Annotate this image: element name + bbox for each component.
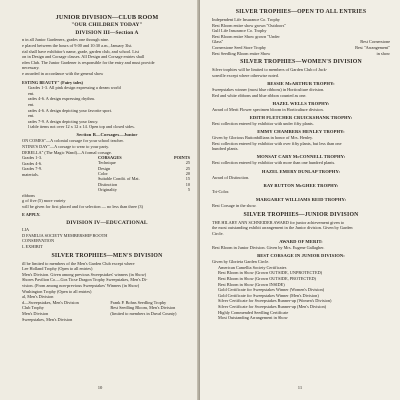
- mens-line: Men's Division. Given among previous Sweepstakes' winners (in Show): [22, 271, 147, 277]
- points-cell: 15: [185, 176, 190, 182]
- beauty-line: rades 4-6. A design depicting your favorite sport.: [28, 107, 113, 113]
- certificate-item: Best Bloom in Show (Grown OUTSIDE, PROTECTED): [218, 275, 316, 281]
- trophy-description: Best Corsage in the show.: [212, 203, 257, 209]
- open-entry-right: Best "Arrangement": [355, 44, 390, 50]
- certificate-item: Gold Certificate for Sweepstakes Winner (Women's Division): [218, 287, 325, 293]
- intro-line: rden Club. The Junior Gardener is responsible for the entry and must provide: [22, 59, 155, 65]
- junior-intro-line: the most outstanding exhibit arrangement in the Junior division. Given by Garden: [212, 225, 353, 231]
- open-entry-left: Independent Life Insurance Co. Trophy: [212, 17, 280, 22]
- division-iv-line: CONSERVATION: [22, 238, 55, 244]
- trophy-name: RAY BUTTON McGHEE TROPHY:: [263, 182, 339, 188]
- trophy-description: Best collection entered by exhibitor with under fifty plants.: [212, 120, 314, 126]
- mens-division-banner: SILVER TROPHIES—MEN'S DIVISION: [51, 252, 163, 259]
- mens-right-line: (limited to members in Duval County): [110, 310, 177, 316]
- certificate-item: Most Outstanding Arrangement in Show: [218, 315, 288, 321]
- mens-division-lines: [22, 261, 192, 300]
- beauty-line: Grades 1-3. All pink design expressing a dream world: [28, 85, 121, 91]
- intro-line: rial shall have exhibitor's name, grade, garden club, and school. List: [22, 48, 139, 54]
- intro-line: necessary.: [22, 65, 40, 71]
- corsage-intro-line: DERELLA" (The Magic Wand)—A formal corsage.: [22, 149, 112, 155]
- certificate-item: American Camellia Society Certificates: [218, 264, 287, 270]
- womens-trophy-list: [212, 81, 390, 209]
- right-page-number: 11: [297, 385, 303, 390]
- beauty-line: rades 4-6. A design expressing rhythm.: [28, 96, 95, 102]
- points-cell: 20: [185, 171, 190, 177]
- trophy-description: Given by Glorious Buttonbillians in honor of Mrs. Henley.: [212, 135, 313, 141]
- trophy-description: Sweepstakes winner (most blue ribbons) in Horticulture division.: [212, 86, 325, 92]
- beauty-classes: [22, 85, 192, 130]
- ribbon-line: ribbons: [22, 192, 35, 198]
- open-entry-right: in show: [376, 50, 390, 56]
- mens-right-line: Best Seedling Bloom, Men's Division: [110, 305, 176, 311]
- womens-division-banner: SILVER TROPHIES—WOMEN'S DIVISION: [240, 59, 362, 66]
- open-entry-left: Best Seedling Bloom entire Show: [212, 50, 271, 56]
- division-iv-line: LIA: [22, 227, 30, 233]
- corsage-block: [22, 155, 192, 192]
- junior-division-title: JUNIOR DIVISION—CLUB ROOM: [55, 13, 159, 21]
- corsage-grade-line: Grades 4-6.: [22, 160, 43, 166]
- beauty-heading: ESTING BEAUTY" (Fairy tales): [22, 79, 83, 85]
- certificate-item: Silver Certificate for Sweepstakes Runner-up (Men's Division): [218, 303, 327, 309]
- certificate-item: Silver Certificate for Sweepstakes Runner-up (Women's Division): [218, 298, 332, 304]
- ribbon-lines: [22, 193, 192, 210]
- intro-line: e awarded in accordance with the general show: [22, 70, 104, 76]
- certificate-item: Best Bloom in Show (Grown INSIDE): [218, 281, 285, 287]
- theme-title: "OUR CHILDREN TODAY": [71, 22, 143, 29]
- trophy-description: Best collection entered by exhibitor with more than one hundred plants.: [212, 160, 336, 166]
- corsage-header-left: CORSAGES: [98, 155, 122, 161]
- division-section-title: DIVISION III—Section A: [75, 29, 139, 36]
- trophy-name: BESSIE McARTHUR TROPHY:: [267, 80, 335, 86]
- left-page-number: 10: [97, 385, 103, 390]
- open-entry-right: Best Cornerstone: [360, 39, 390, 45]
- criterion-cell: Color: [98, 171, 108, 177]
- open-entry-left: Gulf Life Insurance Co. Trophy: [212, 28, 267, 34]
- trophy-description: hundred plants.: [212, 146, 239, 152]
- womens-intro-line: Silver trophies will be limited to members of Garden Club of Jack-: [212, 67, 328, 73]
- section-b-title: Section B—Corsages—Junior: [76, 132, 138, 138]
- beauty-line: ent.: [28, 113, 35, 119]
- open-entry-left: Glass": [212, 39, 224, 45]
- beauty-line: rades 7-9. A design depicting your fancy.: [28, 118, 99, 124]
- trophy-description: Red and white ribbons and blue ribbon counted as one.: [212, 92, 307, 98]
- corsage-grade-line: materials.: [22, 172, 39, 178]
- intro-paragraph: [22, 37, 192, 76]
- mens-line: Lee Holland Trophy (Open to all entries): [22, 266, 93, 272]
- mens-left-line: Club Trophy: [22, 305, 44, 311]
- corsage-points-table: [98, 155, 190, 192]
- points-cell: 5: [187, 187, 190, 193]
- trophy-description: Award of Merit Flower specimen bloom in Horticulture division.: [212, 106, 324, 112]
- mens-trophy-columns: [22, 300, 192, 322]
- apply-line: E APPLY.: [22, 212, 41, 218]
- beauty-line: ent.: [28, 101, 35, 107]
- junior-intro: [212, 220, 390, 237]
- junior-division-banner: SILVER TROPHIES—JUNIOR DIVISION: [243, 211, 359, 218]
- mens-line: vision. (From among non-previous Sweepstakes' Winners (in Show): [22, 283, 140, 288]
- criterion-cell: Suitable Condit. of Mat.: [98, 176, 140, 182]
- open-entries-trophies: [212, 17, 390, 56]
- corsage-table-row: [98, 187, 190, 192]
- right-page: [200, 0, 400, 400]
- womens-intro: [212, 67, 390, 78]
- mens-right-line: Frank P. Bohns Seedling Trophy: [110, 299, 167, 305]
- award-of-merit-heading: AWARD OF MERIT:: [279, 239, 323, 244]
- certificate-list: [212, 265, 390, 321]
- intro-line: e placed between the hours of 9:00 and 10:30 a.m., January 3lst.: [22, 42, 133, 48]
- open-entry-left: Best Bloom entire show grown "Outdoors": [212, 22, 287, 28]
- trophy-name: MARGARET WILLIAMS REID TROPHY:: [255, 197, 347, 203]
- division-iv-line: D FAMILIA SOCIETY MEMBERSHIP BOOTH: [22, 232, 108, 238]
- mens-line: Washington Trophy (Open to all entries): [22, 288, 92, 294]
- criterion-cell: Technique: [98, 160, 116, 166]
- division-iv-line: L EXHIBIT: [22, 244, 43, 250]
- certificate-item: Best Bloom in Show (Grown OUTSIDE, UNPROTECTED): [218, 270, 323, 276]
- trophy-description: Tri-Color.: [212, 188, 230, 194]
- points-cell: 10: [185, 181, 190, 187]
- junior-intro-line: Circle.: [212, 230, 224, 236]
- criterion-cell: Originality: [98, 187, 117, 193]
- mens-line: Shores Pavilion Co.—Gos Ticse Dragon Trophy Sweepstakes, Men's Di-: [22, 277, 148, 283]
- intro-line: n in all Junior Gardeners, grades one through nine.: [22, 37, 110, 43]
- corsage-grades: [22, 155, 92, 177]
- criterion-cell: Distinction: [98, 181, 118, 187]
- beauty-line: ent.: [28, 90, 35, 96]
- corsage-grade-line: Grades 7-9.: [22, 166, 43, 172]
- mens-right-column: [110, 300, 192, 322]
- trophy-name: MONSAT CARY McCONNELL TROPHY:: [256, 154, 346, 160]
- criterion-cell: Design: [98, 165, 111, 171]
- womens-intro-line: sonville except where otherwise noted.: [212, 72, 279, 78]
- corsage-grade-line: Grades 1-3.: [22, 155, 43, 161]
- points-cell: 25: [185, 160, 190, 166]
- award-of-merit-line: Best Bloom in Junior Division. Given by Mrs. Eugene Gallagher.: [212, 245, 325, 250]
- open-entry-left: Cornerstone Seed Store Trophy: [212, 44, 267, 50]
- junior-intro-line: THE HILARY ANN SCHNEIDER AWARD for junior achievement given to: [212, 219, 345, 225]
- division-iv-title: DIVISION IV—EDUCATIONAL: [66, 219, 148, 226]
- open-entry-row: [212, 51, 390, 57]
- best-corsage-heading: BEST CORSAGE IN JUNIOR DIVISION:: [257, 253, 345, 259]
- corsage-table-rows: [98, 160, 190, 192]
- mens-left-line: d—Sweepstakes, Men's Division: [22, 299, 79, 305]
- trophy-description: Award of Distinction.: [212, 174, 250, 180]
- open-entry-left: Best Bloom entire Show grown "Under: [212, 33, 280, 39]
- corsage-intro-line: NTINE'S DAY"—A corsage to wear to your party.: [22, 144, 110, 150]
- division-iv-lines: [22, 227, 192, 249]
- beauty-line: l table items not over 12 x 12 x 14. Open top and closed sides.: [28, 124, 135, 130]
- mens-left-line: Sweepstakes, Men's Division: [22, 316, 73, 322]
- corsage-intro-line: ON COMES"—A colonial corsage for your school teacher.: [22, 138, 124, 144]
- trophy-name: EDITH FLETCHER CRUICKSHANK TROPHY:: [249, 114, 353, 120]
- intro-line: on in Design and Corsage classes. All Design and Corsage entries shall: [22, 54, 145, 60]
- trophy-description: Best collection entered by exhibitor with over fifty plants, but less than one: [212, 140, 342, 146]
- mens-line: al, Men's Division: [22, 294, 54, 300]
- certificate-item: Highly Commended Seedling Certificate: [218, 309, 289, 315]
- trophy-name: HAZEL WELLS TROPHY:: [272, 100, 330, 106]
- mens-left-column: [22, 300, 104, 322]
- trophy-name: EMMY CHAMBERS HENLEY TROPHY:: [257, 129, 345, 135]
- ribbon-line: g of five (5) more variety: [22, 198, 66, 204]
- trophy-name: HAZEL EMERY DUNLAP TROPHY:: [261, 168, 341, 174]
- best-corsage-given: Given by Glorieta Garden Circle.: [212, 259, 270, 265]
- corsage-header-right: POINTS: [174, 155, 190, 161]
- ribbon-line: will be given for first placed and for selection — no less than three (3): [22, 203, 143, 209]
- open-entries-banner: SILVER TROPHIES—OPEN TO ALL ENTRIES: [235, 9, 367, 15]
- mens-left-line: Men's Division: [22, 310, 49, 316]
- points-cell: 25: [185, 165, 190, 171]
- certificate-item: Gold Certificate for Sweepstakes Winner (Men's Division): [218, 292, 319, 298]
- corsage-intro: [22, 138, 192, 155]
- mens-line: ill be limited to members of the Men's Garden Club except where: [22, 260, 135, 266]
